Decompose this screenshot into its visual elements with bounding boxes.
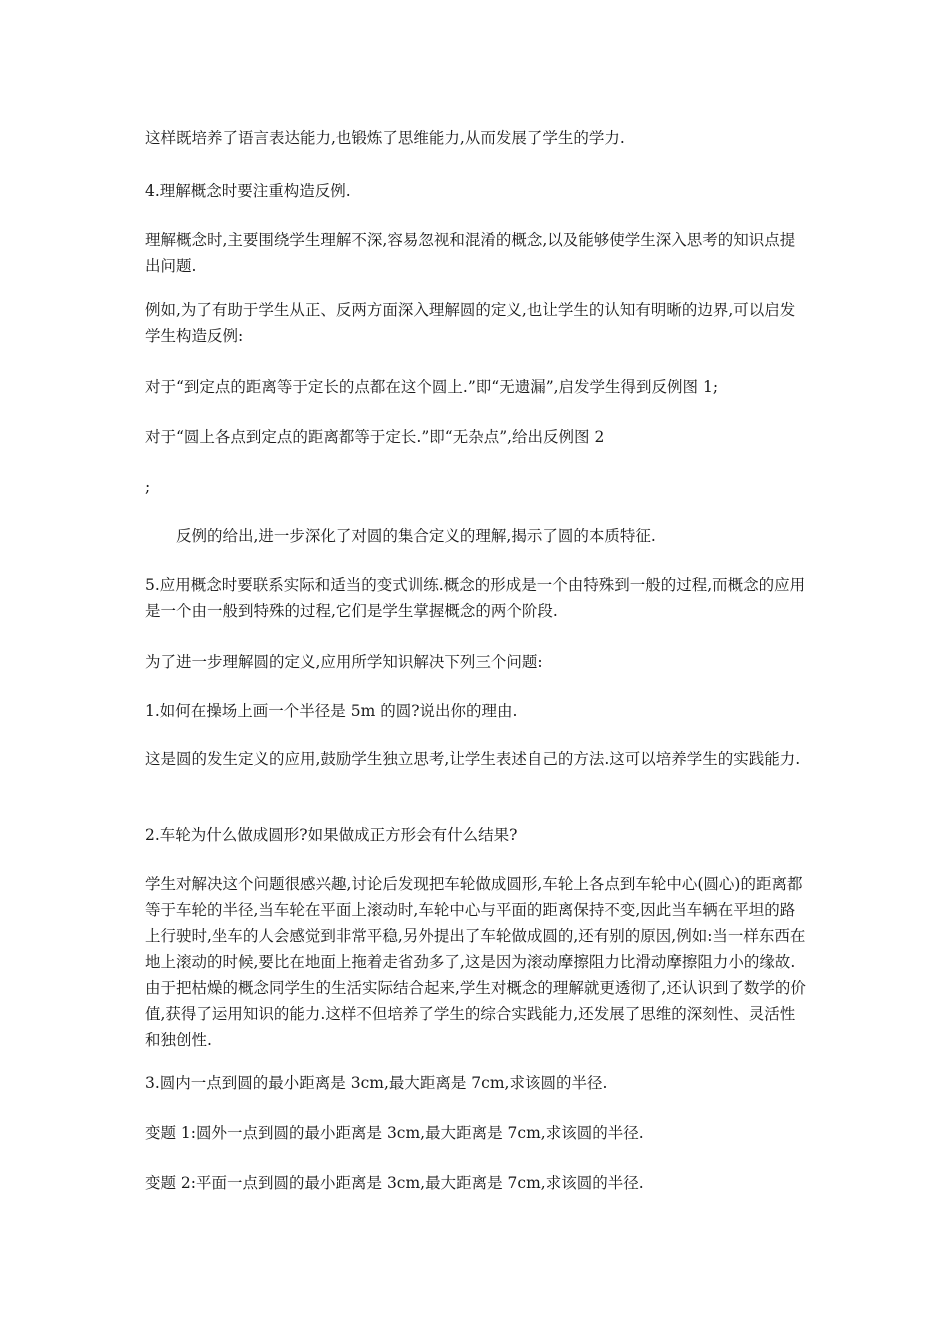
paragraph: 例如,为了有助于学生从正、反两方面深入理解圆的定义,也让学生的认知有明晰的边界,可以启发学生构造反例: [145, 301, 796, 345]
paragraph: 学生对解决这个问题很感兴趣,讨论后发现把车轮做成圆形,车轮上各点到车轮中心(圆心)的距离都等于车轮的半径,当车轮在平面上滚动时,车轮中心与平面的距离保持不变,因此当车辆在平坦的路上行驶时,坐车的人会感觉到非常平稳,另外提出了车轮做成圆的,还有别的原因,例如:当一样东西在地上滚动的时候,要比在地面上拖着走省劲多了,这是因为滚动摩擦阻力比滑动摩擦阻力小的缘故.由于把枯燥的概念同学生的生活实际结合起来,学生对概念的理解就更透彻了,还认识到了数学的价值,获得了运用知识的能力.这样不但培养了学生的综合实践能力,还发展了思维的深刻性、灵活性和独创性. [145, 875, 806, 1049]
paragraph: 为了进一步理解圆的定义,应用所学知识解决下列三个问题: [145, 653, 543, 671]
question-variant: 变题 1:圆外一点到圆的最小距离是 3cm,最大距离是 7cm,求该圆的半径. [145, 1124, 644, 1142]
question: 3.圆内一点到圆的最小距离是 3cm,最大距离是 7cm,求该圆的半径. [145, 1074, 608, 1092]
paragraph: 对于“圆上各点到定点的距离都等于定长.”即“无杂点”,给出反例图 2 [145, 428, 605, 446]
paragraph: 理解概念时,主要围绕学生理解不深,容易忽视和混淆的概念,以及能够使学生深入思考的知识点提出问题. [145, 231, 796, 275]
question-variant: 变题 2:平面一点到圆的最小距离是 3cm,最大距离是 7cm,求该圆的半径. [145, 1174, 644, 1192]
section-heading: 5.应用概念时要联系实际和适当的变式训练.概念的形成是一个由特殊到一般的过程,而概念的应用是一个由一般到特殊的过程,它们是学生掌握概念的两个阶段. [145, 576, 806, 620]
question: 1.如何在操场上画一个半径是 5m 的圆?说出你的理由. [145, 702, 518, 720]
question: 2.车轮为什么做成圆形?如果做成正方形会有什么结果? [145, 826, 518, 844]
paragraph: 这是圆的发生定义的应用,鼓励学生独立思考,让学生表述自己的方法.这可以培养学生的实践能力. [145, 750, 801, 768]
section-heading: 4.理解概念时要注重构造反例. [145, 182, 351, 200]
paragraph: 这样既培养了语言表达能力,也锻炼了思维能力,从而发展了学生的学力. [145, 129, 625, 147]
paragraph: 反例的给出,进一步深化了对圆的集合定义的理解,揭示了圆的本质特征. [176, 527, 656, 545]
paragraph: ; [145, 478, 151, 496]
paragraph: 对于“到定点的距离等于定长的点都在这个圆上.”即“无遗漏”,启发学生得到反例图 1; [145, 378, 719, 396]
